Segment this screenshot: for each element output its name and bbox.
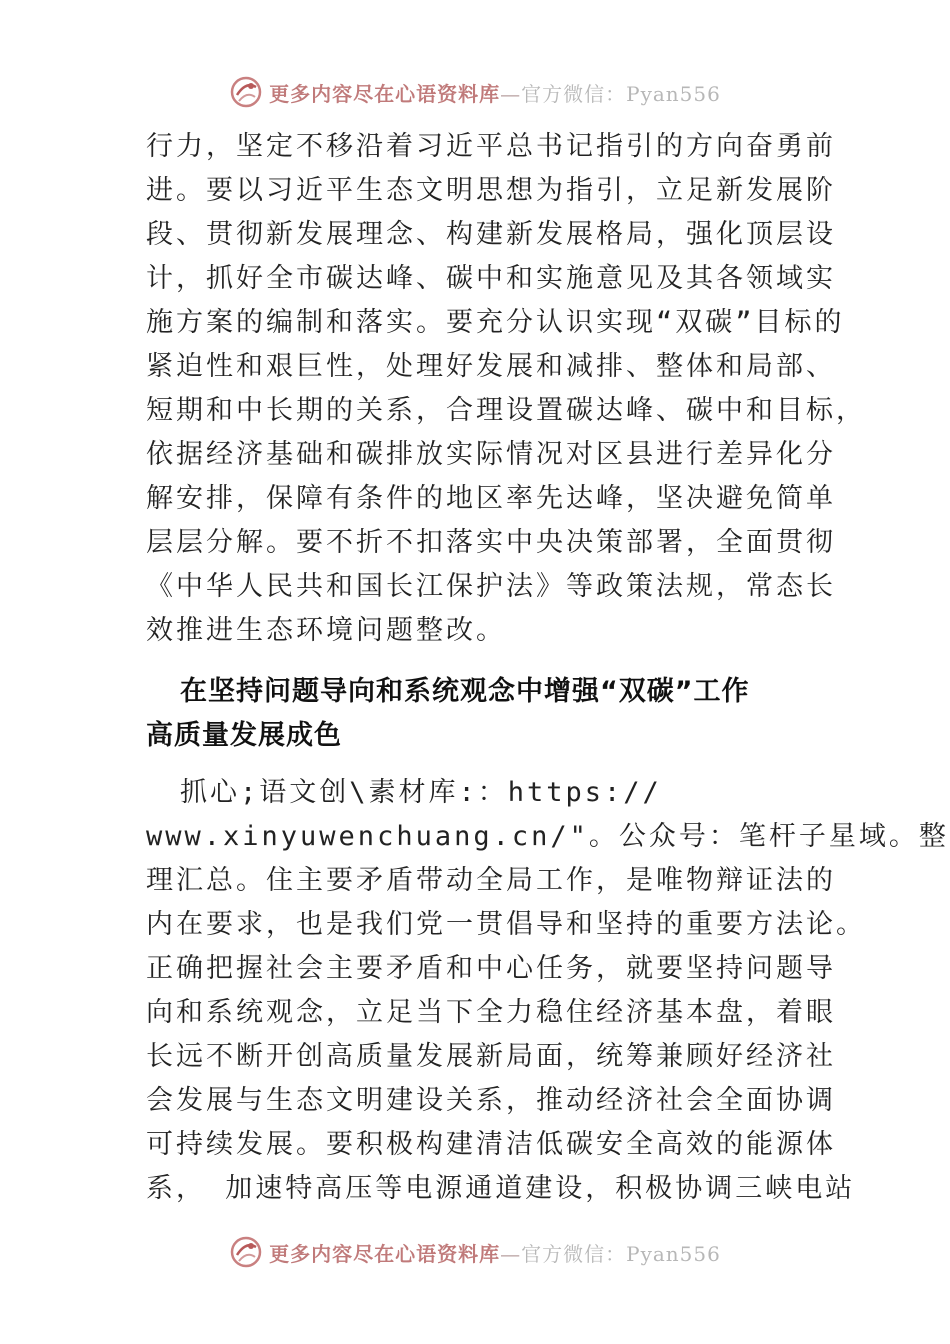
- logo-icon: [229, 1235, 263, 1269]
- footer-banner: [0, 1232, 950, 1272]
- header-banner-text: [269, 78, 721, 107]
- text-line: 依据经济基础和碳排放实际情况对区县进行差异化分: [146, 439, 836, 470]
- text-line: 向和系统观念，立足当下全力稳住经济基本盘，着眼: [146, 997, 836, 1028]
- text-line: 理汇总。住主要矛盾带动全局工作，是唯物辩证法的: [146, 865, 836, 896]
- text-line: 段、贯彻新发展理念、构建新发展格局，强化顶层设: [146, 219, 836, 250]
- text-line: 可持续发展。要积极构建清洁低碳安全高效的能源体: [146, 1129, 836, 1160]
- text-line: 解安排，保障有条件的地区率先达峰，坚决避免简单: [146, 483, 836, 514]
- text-line: 进。要以习近平生态文明思想为指引，立足新发展阶: [146, 175, 836, 206]
- text-line: 行力，坚定不移沿着习近平总书记指引的方向奋勇前: [146, 131, 836, 162]
- header-banner-wechat: 官方微信：Pyan556: [521, 81, 721, 106]
- text-line: www.xinyuwenchuang.cn/"。公众号：笔杆子星域。整: [146, 821, 949, 852]
- text-line: 系， 加速特高压等电源通道建设，积极协调三峡电站: [146, 1173, 856, 1204]
- text-line: 计，抓好全市碳达峰、碳中和实施意见及其各领域实: [146, 263, 836, 294]
- text-line: 短期和中长期的关系，合理设置碳达峰、碳中和目标，: [146, 395, 866, 426]
- header-banner: [0, 72, 950, 112]
- heading-line: 高质量发展成色: [146, 720, 342, 751]
- text-line: 《中华人民共和国长江保护法》等政策法规，常态长: [146, 571, 836, 602]
- paragraph-2: [146, 771, 949, 1211]
- header-banner-title: 更多内容尽在心语资料库: [269, 81, 501, 106]
- text-line: 抓心;语文创\素材库:：https://: [180, 777, 662, 808]
- text-line: 层层分解。要不折不扣落实中央决策部署，全面贯彻: [146, 527, 836, 558]
- footer-banner-text: [269, 1238, 721, 1267]
- footer-banner-wechat: 官方微信：Pyan556: [521, 1241, 721, 1266]
- footer-banner-separator: —: [500, 1241, 522, 1266]
- footer-banner-title: 更多内容尽在心语资料库: [269, 1241, 501, 1266]
- paragraph-1: [146, 125, 866, 653]
- text-line: 会发展与生态文明建设关系，推动经济社会全面协调: [146, 1085, 836, 1116]
- text-line: 长远不断开创高质量发展新局面，统筹兼顾好经济社: [146, 1041, 836, 1072]
- logo-icon: [229, 75, 263, 109]
- heading-line: 在坚持问题导向和系统观念中增强“双碳”工作: [180, 676, 750, 707]
- text-line: 施方案的编制和落实。要充分认识实现“双碳”目标的: [146, 307, 845, 338]
- section-heading: [146, 670, 826, 758]
- text-line: 效推进生态环境问题整改。: [146, 615, 506, 646]
- header-banner-separator: —: [500, 81, 522, 106]
- text-line: 紧迫性和艰巨性，处理好发展和减排、整体和局部、: [146, 351, 836, 382]
- text-line: 正确把握社会主要矛盾和中心任务，就要坚持问题导: [146, 953, 836, 984]
- text-line: 内在要求，也是我们党一贯倡导和坚持的重要方法论。: [146, 909, 866, 940]
